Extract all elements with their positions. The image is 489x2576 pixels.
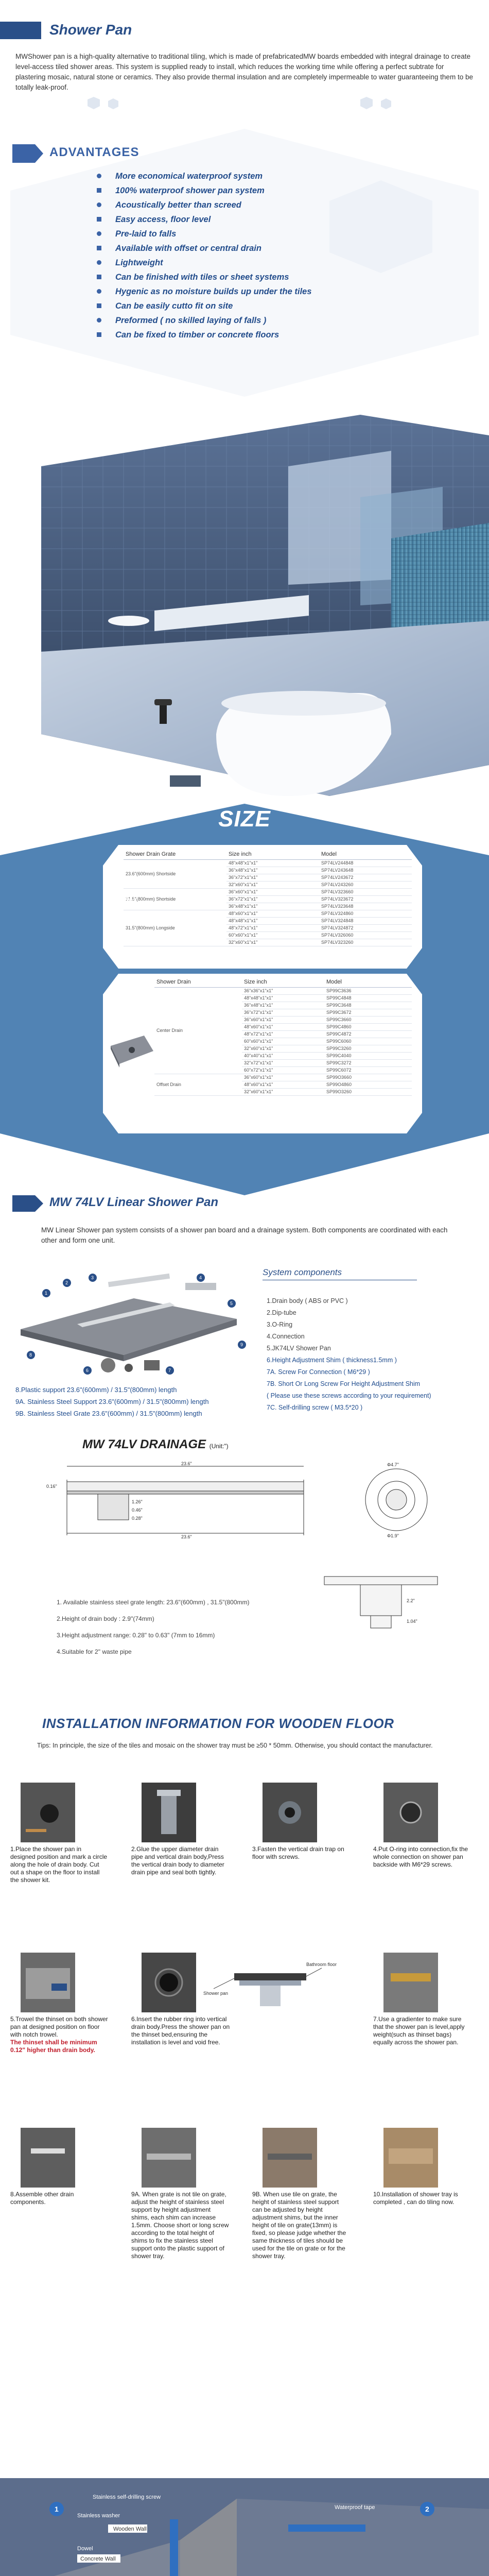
dim-label: 1.04": [407, 1619, 417, 1624]
diagram-label: Stainless self-drilling screw: [93, 2494, 161, 2500]
list-item: 4.Connection: [267, 1333, 305, 1340]
callout-label: 3: [91, 1275, 94, 1280]
table-row: 40"x40"x1"x1" SP99C4040: [154, 1052, 412, 1059]
table-row: 36"x72"x1"x1" SP74LV323672: [124, 895, 412, 903]
diagram-label: Stainless washer: [77, 2513, 120, 2519]
dim-label: 2.2": [407, 1598, 415, 1603]
dim-label: Φ4.7": [387, 1462, 399, 1467]
drainage-title: MW 74LV DRAINAGE (Unit:"): [82, 1437, 229, 1451]
table-row: 32"x60"x1"x1" SP99O3260: [154, 1088, 412, 1095]
list-item: Can be fixed to timber or concrete floors: [108, 328, 324, 342]
size-title: SIZE: [218, 806, 271, 832]
list-item: 1.Drain body ( ABS or PVC ): [267, 1297, 348, 1304]
install-step-9a: 9A. When grate is not tile on grate, adjust the height of stainless steel support by height adjustment shims, each shim can increase 1.5mm. Choose short or long screw according to the total height of shims to fix the stainless steel support onto the plastic support of shower tray.: [131, 2128, 229, 2260]
list-item: Preformed ( no skilled laying of falls ): [108, 313, 324, 328]
callout-number: 2: [425, 2505, 429, 2513]
diagram-label: Shower pan: [203, 1991, 229, 1996]
list-item: 2.Height of drain body : 2.9"(74mm): [57, 1615, 154, 1622]
advantages-list: [108, 169, 324, 342]
dim-label: 1.26": [132, 1499, 143, 1504]
list-item: 100% waterproof shower pan system: [108, 183, 324, 198]
diagram-label: Waterproof tape: [335, 2504, 375, 2511]
install-step-10: 10.Installation of shower tray is completed , can do tiling now.: [373, 2128, 471, 2206]
callout-label: 6: [86, 1368, 89, 1373]
step-photo: [142, 1783, 196, 1842]
table-row: 36"x60"x1"x1" SP99C3660: [154, 1016, 412, 1023]
list-item: 3.O-Ring: [267, 1321, 293, 1328]
list-item: 9A. Stainless Steel Support 23.6"(600mm) / 31.5"(800mm) length: [15, 1398, 209, 1405]
list-item: 7B. Short Or Long Screw For Height Adjustment Shim: [267, 1380, 421, 1387]
list-item: 3.Height adjustment range: 0.28" to 0.63" (7mm to 16mm): [57, 1632, 215, 1639]
install-step-2: 2.Glue the upper diameter drain pipe and vertical drain body,Press the vertical drain body to diameter drain pipe and seal both tightly.: [131, 1783, 229, 1876]
table-row: 60"x60"x1"x1" SP99C6060: [154, 1038, 412, 1045]
advantages-title: ADVANTAGES: [49, 145, 139, 159]
drainage-section-drawing: [319, 1566, 443, 1633]
list-item: Available with offset or central drain: [108, 241, 324, 256]
install-step-5: 5.Trowel the thinset on both shower pan at designed position on floor with notch trowel. The thinset shall be minimum 0.12" higher than drain body.: [10, 1953, 108, 2054]
list-item: Acoustically better than screed: [108, 198, 324, 212]
waterproof-wall-diagram: [0, 2478, 489, 2576]
mw99-label: MW99: [117, 1010, 138, 1018]
support-list: [15, 1384, 209, 1419]
table-row: 48"x72"x1"x1" SP74LV324872: [124, 924, 412, 931]
step-photo: [263, 2128, 317, 2188]
list-item: 7C. Self-drilling screw ( M3.5*20 ): [267, 1404, 363, 1411]
list-item: Hygenic as no moisture builds up under the tiles: [108, 284, 324, 299]
mw74lv-size-panel: [103, 845, 422, 969]
install-step-1: 1.Place the shower pan in designed position and mark a circle along the hole of drain body. Cut out a shape on the floor to install the shower kit.: [10, 1783, 108, 1884]
step-photo: [383, 1953, 438, 2012]
table-row: 36"x48"x1"x1" SP74LV243648: [124, 867, 412, 874]
adv-arrow-decoration: [12, 144, 43, 163]
install-step-8: 8.Assemble other drain components.: [10, 2128, 108, 2206]
mw74lv-title: MW 74LV Linear Shower Pan: [49, 1195, 219, 1209]
table-row: 48"x72"x1"x1" SP99C4872: [154, 1030, 412, 1038]
table-row: 31.5"(800mm) Longside 48"x60"x1"x1" SP74LV324860: [124, 910, 412, 917]
dim-label: 23.6": [181, 1461, 192, 1466]
installation-tips: Tips: In principle, the size of the tiles and mosaic on the shower tray must be ≥50 * 50mm. Otherwise, you should contact the manufacturer.: [37, 1742, 433, 1749]
list-item: 5.JK74LV Shower Pan: [267, 1345, 331, 1352]
list-item: 9B. Stainless Steel Grate 23.6"(600mm) / 31.5"(800mm) length: [15, 1410, 202, 1417]
drainage-side-drawing: [46, 1461, 335, 1538]
callout-label: 8: [29, 1352, 32, 1358]
callout-label: 5: [230, 1301, 233, 1306]
list-item: Can be finished with tiles or sheet systems: [108, 270, 324, 284]
table-row: 23.6"(600mm) Shortside 48"x48"x1"x1" SP74LV244848: [124, 859, 412, 867]
callout-label: 2: [65, 1280, 68, 1285]
callout-label: 1: [45, 1291, 48, 1296]
list-item: 1. Available stainless steel grate length: 23.6"(600mm) , 31.5"(800mm): [57, 1599, 250, 1606]
table-row: 36"x72"x1"x1" SP99C3672: [154, 1009, 412, 1016]
install-step-4: 4.Put O-ring into connection,fix the whole connection on shower pan backside with M6*29 screws.: [373, 1783, 471, 1869]
table-row: 60"x72"x1"x1" SP99C6072: [154, 1066, 412, 1074]
step-photo: [263, 1783, 317, 1842]
step-6-diagram: [203, 1953, 337, 2012]
list-item: Pre-laid to falls: [108, 227, 324, 241]
step-photo: [383, 1783, 438, 1842]
list-item: Easy access, floor level: [108, 212, 324, 227]
table-row: 48"x60"x1"x1" SP99O4860: [154, 1081, 412, 1088]
drainage-notes: [57, 1594, 250, 1660]
dim-label: Φ1.9": [387, 1533, 399, 1538]
diagram-label: Wooden Wall: [113, 2526, 147, 2532]
table-row: 36"x48"x1"x1" SP74LV323648: [124, 903, 412, 910]
step-photo: [21, 1953, 75, 2012]
dim-label: 0.46": [132, 1507, 143, 1513]
table-row: Offset Drain 36"x60"x1"x1" SP99O3660: [154, 1074, 412, 1081]
step-photo: [142, 1953, 196, 2012]
list-item: 8.Plastic support 23.6"(600mm) / 31.5"(800mm) length: [15, 1386, 177, 1394]
system-components-title: System components: [263, 1267, 417, 1280]
list-item: 6.Height Adjustment Shim ( thickness1.5mm ): [267, 1357, 397, 1364]
page-title: Shower Pan: [49, 22, 132, 38]
table-row: 36"x48"x1"x1" SP99C3648: [154, 1002, 412, 1009]
table-row: 32"x60"x1"x1" SP99C3260: [154, 1045, 412, 1052]
step-photo: [21, 1783, 75, 1842]
install-step-9b: 9B. When use tile on grate, the height of stainless steel support can be adjusted by height adjustment shims, but the inner height of tile on grate(13mm) is fixed, so please judge whether the same thickness of tiles should be used for the tile on grate or for the shower tray.: [252, 2128, 350, 2260]
install-step-6: Bathroom floor Shower pan 6.Insert the rubber ring into vertical drain body.Press the shower pan on the thinset bed,ensuring the installation is level and void free.: [131, 1953, 347, 2046]
callout-number: 1: [55, 2505, 59, 2513]
step-photo: [383, 2128, 438, 2188]
list-item: 7A. Screw For Connection ( M6*29 ): [267, 1368, 370, 1376]
table-row: 32"x60"x1"x1" SP74LV323260: [124, 939, 412, 946]
components-list: [267, 1295, 431, 1414]
diagram-label: Bathroom floor: [306, 1962, 337, 1967]
table-row: Center Drain 36"x36"x1"x1" SP99C3636: [154, 987, 412, 994]
mw74lv-description: MW Linear Shower pan system consists of a shower pan board and a drainage system. Both components are coordinated with each other and form one unit.: [41, 1226, 448, 1244]
list-item: 2.Dip-tube: [267, 1309, 296, 1316]
dim-label: 23.6": [181, 1534, 192, 1538]
dim-label: 0.28": [132, 1516, 143, 1521]
list-item: ( Please use these screws according to your requirement): [267, 1392, 431, 1399]
list-item: Can be easily cutto fit on site: [108, 299, 324, 313]
mw74lv-label: MW74LV: [108, 894, 138, 903]
diagram-label: Concrete Wall: [80, 2556, 116, 2562]
mw99-product-image: [108, 1015, 154, 1077]
exploded-view-image: [15, 1262, 257, 1381]
install-step-3: 3.Fasten the vertical drain trap on floor with screws.: [252, 1783, 350, 1861]
table-row: 36"x72"x1"x1" SP74LV243672: [124, 874, 412, 881]
drainage-top-drawing: [355, 1461, 438, 1538]
install-step-7: 7.Use a gradienter to make sure that the shower pan is level,apply weight(such as thinset bags) equally across the shower pan.: [373, 1953, 471, 2046]
callout-label: 7: [168, 1368, 171, 1373]
step-photo: [21, 2128, 75, 2188]
intro-text: MWShower pan is a high-quality alternative to traditional tiling, which is made of prefabricatedMW boards embedded with integral drainage to create level-access tiled shower areas. This system is supplied ready to install, which reduces the working time while offering a perfect subtrate for plastering mosaic, natural stone or ceramics. They also provide thermal insulation and are completely impermeable to water guaranteeing them to be totally leak-proof.: [15, 53, 473, 91]
callout-label: 9: [240, 1342, 243, 1347]
table-row: 48"x60"x1"x1" SP99C4860: [154, 1023, 412, 1030]
mw99-size-panel: [103, 974, 422, 1133]
table-row: 60"x60"x1"x1" SP74LV326060: [124, 931, 412, 939]
list-item: 4.Suitable for 2" waste pipe: [57, 1648, 132, 1655]
table-row: 48"x48"x1"x1" SP74LV324848: [124, 917, 412, 924]
diagram-label: Dowel: [77, 2546, 93, 2552]
table-row: 32"x72"x1"x1" SP99C3272: [154, 1059, 412, 1066]
mw99-size-table: Shower Drain Size inch Model Center Drain 36"x36"x1"x1" SP99C3636 48"x48"x1"x1" SP99C4848 36"x48"x1"x1" SP99C3648 36"x72"x1"x1" SP99C3672 36"x60"x1"x1" SP99C3660 48"x60"x1"x1" SP99C4860 48"x72"x1"x1" SP99C4872 60"x60"x1"x1" SP99C6060 32"x60"x1"x1" SP99C3260 40"x40"x1"x1" SP99C4040 32"x72"x1"x1" SP99C3272 60"x72"x1"x1" SP99C6072 Offset Drain 36"x60"x1"x1" SP99O3660 48"x60"x1"x1" SP99O4860 32"x60"x1"x1" SP99O3260: [154, 977, 412, 1096]
hex-pattern-divider: [0, 97, 489, 112]
table-row: 32"x60"x1"x1" SP74LV243260: [124, 881, 412, 888]
mw74lv-size-table: Shower Drain Grate Size inch Model 23.6"(600mm) Shortside 48"x48"x1"x1" SP74LV244848 36"x48"x1"x1" SP74LV243648 36"x72"x1"x1" SP74LV243672 32"x60"x1"x1" SP74LV243260 31.5"(800mm) Shortside 36"x60"x1"x1" SP74LV323660 36"x72"x1"x1" SP74LV323672 36"x48"x1"x1" SP74LV323648 31.5"(800mm) Longside 48"x60"x1"x1" SP74LV324860 48"x48"x1"x1" SP74LV324848 48"x72"x1"x1" SP74LV324872 60"x60"x1"x1" SP74LV326060 32"x60"x1"x1" SP74LV323260: [124, 849, 412, 946]
list-item: Lightweight: [108, 256, 324, 270]
list-item: More economical waterproof system: [108, 169, 324, 183]
dim-label: 0.16": [46, 1484, 57, 1489]
step-photo: [142, 2128, 196, 2188]
installation-title: INSTALLATION INFORMATION FOR WOODEN FLOOR: [42, 1716, 394, 1731]
callout-label: 4: [199, 1275, 202, 1280]
table-row: 31.5"(800mm) Shortside 36"x60"x1"x1" SP74LV323660: [124, 888, 412, 895]
mw74-arrow-decoration: [12, 1195, 43, 1212]
table-row: 48"x48"x1"x1" SP99C4848: [154, 994, 412, 1002]
